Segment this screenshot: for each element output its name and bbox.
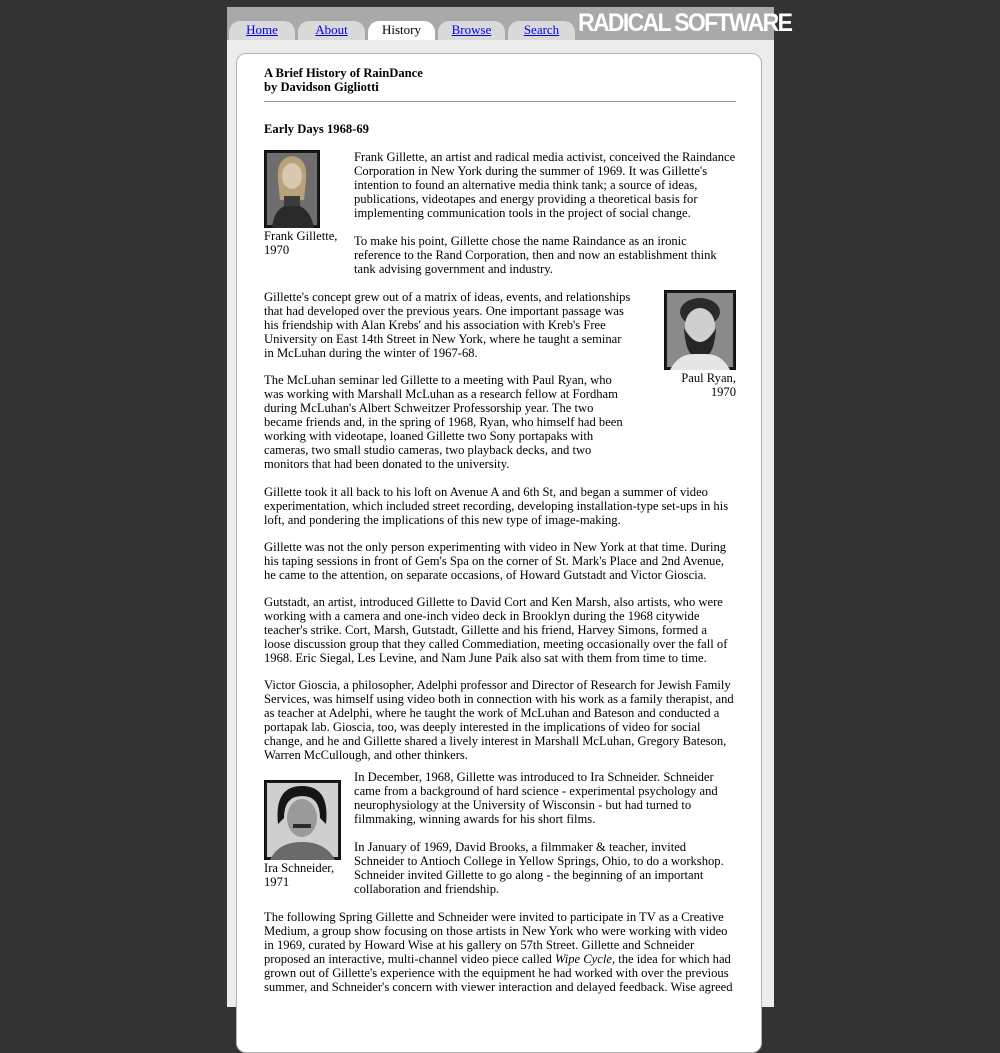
byline: by Davidson Gigliotti bbox=[264, 80, 379, 94]
tab-home[interactable]: Home bbox=[229, 21, 295, 40]
section-heading: Early Days 1968-69 bbox=[264, 122, 369, 136]
caption-line: Ira Schneider, bbox=[264, 861, 335, 875]
paragraph: Gutstadt, an artist, introduced Gillette to David Cort and Ken Marsh, also artists, who were working with a camera and one-inch video deck in Brooklyn during the 1968 citywide teacher's strike. Cort, Marsh, Gutstadt, Gillette and his friend, Harvey Simons, formed a loose discussion group that they called Commediation, meeting occasionally over the fall of 1968. Eric Siegal, Les Levine, and Nam June Paik also sat with them from time to time. bbox=[264, 595, 728, 665]
tab-history[interactable]: History bbox=[368, 21, 435, 40]
frank-caption bbox=[264, 229, 354, 257]
tab-browse[interactable]: Browse bbox=[438, 21, 505, 40]
paul-block bbox=[264, 290, 736, 471]
paragraph: The McLuhan seminar led Gillette to a meeting with Paul Ryan, who was working with Marshall McLuhan as a research fellow at Fordham during McLuhan's Albert Schweitzer Professorship year. The two became friends and, in the spring of 1968, Ryan, who himself had been working with videotape, loaned Gillette two Sony portapaks with cameras, two small studio cameras, two playback decks, and two monitors that had been donated to the university. bbox=[264, 373, 623, 471]
ira-caption bbox=[264, 861, 354, 889]
paul-caption bbox=[662, 371, 736, 399]
caption-line: Paul Ryan, bbox=[681, 371, 736, 385]
work-title-italic: Wipe Cycle bbox=[554, 952, 612, 966]
title-divider bbox=[264, 101, 736, 102]
paragraph: Gillette was not the only person experimenting with video in New York at that time. During his taping sessions in front of Gem's Spa on the corner of St. Mark's Place and 2nd Avenue, he came to the attention, on separate occasions, of Howard Gutstadt and Victor Gioscia. bbox=[264, 540, 727, 582]
caption-line: 1971 bbox=[264, 875, 290, 889]
paul-text bbox=[264, 290, 634, 471]
title-line: A Brief History of RainDance bbox=[264, 66, 423, 80]
text-run: The following Spring Gillette and Schneider were invited to participate in TV as a Creative Medium, a group show focusing on those artists in New York who were working with video in 1969, curated by Howard Wise at his gallery on 57th Street. Gillette and Schneider proposed an interactive, multi-channel video piece called bbox=[264, 910, 728, 966]
caption-line: 1970 bbox=[264, 243, 290, 257]
tab-about[interactable]: About bbox=[298, 21, 365, 40]
paragraph-wipe-cycle bbox=[264, 910, 736, 994]
paragraph: To make his point, Gillette chose the name Raindance as an ironic reference to the Rand Corporation, then and now an establishment think tank advising government and industry. bbox=[354, 234, 717, 276]
frank-block bbox=[264, 150, 736, 276]
frank-text bbox=[354, 150, 736, 276]
paragraph: Gillette took it all back to his loft on Avenue A and 6th St, and began a summer of video experimentation, which included street recording, developing installation-type set-ups in his loft, and pondering the implications of this new type of image-making. bbox=[264, 485, 729, 527]
ira-text bbox=[354, 770, 736, 896]
article-title bbox=[264, 66, 736, 94]
paul-ryan-photo bbox=[664, 290, 736, 370]
frank-gillette-photo bbox=[264, 150, 320, 228]
content-panel bbox=[236, 53, 762, 1053]
page-canvas bbox=[227, 40, 774, 1007]
ira-schneider-photo bbox=[264, 780, 341, 860]
nav-tab-bar bbox=[227, 7, 792, 40]
caption-line: Frank Gillette, bbox=[264, 229, 338, 243]
text-run: , the idea for which had grown out of Gillette's experience with the equipment he had worked with over the previous summer, and Schneider's concern with viewer interaction and delayed feedback. Wise agreed bbox=[264, 952, 733, 994]
paragraph: Gillette's concept grew out of a matrix of ideas, events, and relationships that had developed over the previous years. One important passage was his friendship with Alan Krebs' and his association with Kreb's Free University on East 14th Street in New York, where he taught a seminar in McLuhan during the winter of 1967-68. bbox=[264, 290, 631, 360]
ira-block bbox=[264, 770, 736, 896]
site-frame bbox=[227, 7, 792, 1007]
paragraph: In January of 1969, David Brooks, a filmmaker & teacher, invited Schneider to Antioch College in Yellow Springs, Ohio, to do a workshop. Schneider invited Gillette to go along - the beginning of an important collaboration and friendship. bbox=[354, 840, 724, 896]
article bbox=[264, 66, 736, 994]
paragraph: Victor Gioscia, a philosopher, Adelphi professor and Director of Research for Jewish Family Services, was himself using video both in connection with his work as a family therapist, and as teacher at Adelphi, where he taught the work of McLuhan and Bateson and conducted a portapak lab. Gioscia, too, was deeply interested in the implications of video for social change, and he and Gillette shared a lively interest in Marshall McLuhan, Gregory Bateson, Warren McCullough, and other thinkers. bbox=[264, 678, 734, 762]
site-logo: RADICAL SOFTWARE bbox=[578, 7, 758, 40]
frank-photo-figure bbox=[264, 150, 354, 257]
tab-search[interactable]: Search bbox=[508, 21, 575, 40]
paragraph: In December, 1968, Gillette was introduced to Ira Schneider. Schneider came from a background of hard science - experimental psychology and neurophysiology at the University of Wisconsin - but had turned to filmmaking, winning awards for his short films. bbox=[354, 770, 718, 826]
ira-photo-figure bbox=[264, 780, 354, 889]
paul-photo-figure bbox=[662, 290, 736, 399]
caption-line: 1970 bbox=[710, 385, 736, 399]
paragraph: Frank Gillette, an artist and radical media activist, conceived the Raindance Corporation in New York during the summer of 1969. It was Gillette's intention to found an alternative media think tank; a source of ideas, publications, videotapes and energy providing a theoretical basis for implementing communication tools in the project of social change. bbox=[354, 150, 736, 220]
